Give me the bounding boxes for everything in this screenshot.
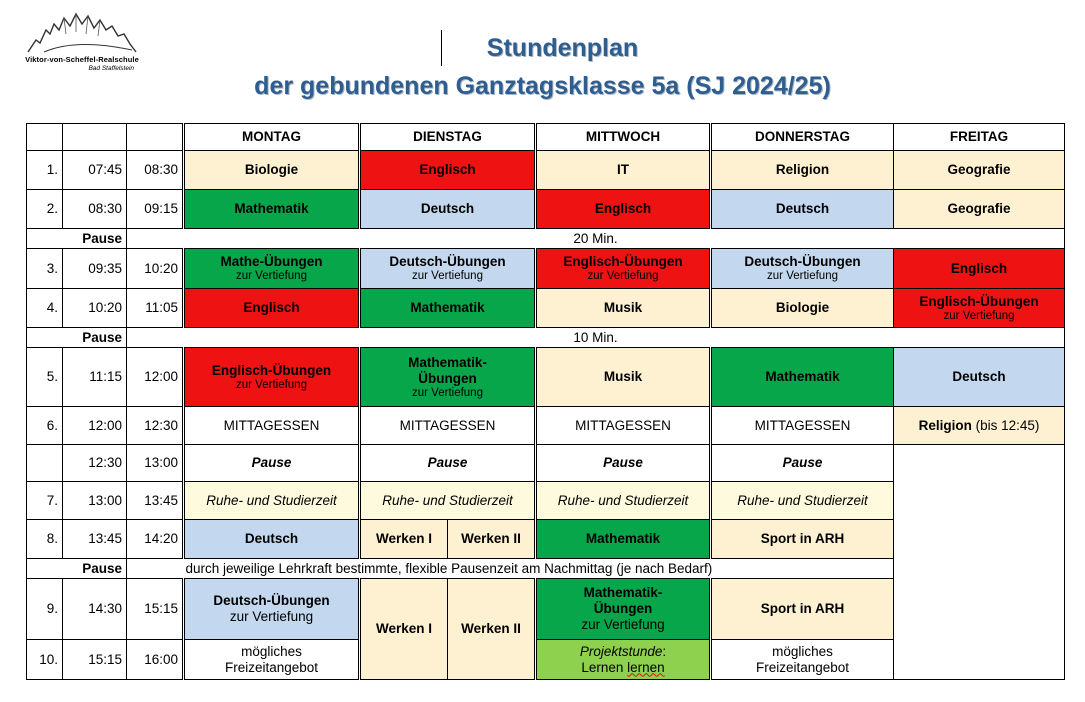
table-row	[27, 151, 1065, 190]
optional-cell	[184, 640, 360, 680]
lesson-cell	[536, 579, 711, 640]
start-time: 08:30	[63, 190, 127, 229]
optional-line2: Freizeitangebot	[755, 659, 850, 675]
lesson-note: (bis 12:45)	[971, 417, 1040, 433]
lesson-title: Mathematik-	[408, 354, 487, 370]
lesson-cell	[894, 289, 1065, 328]
lesson-title: Deutsch-Übungen	[389, 254, 506, 269]
day-header-friday: FREITAG	[894, 124, 1065, 151]
lesson-cell: Sport in ARH	[711, 579, 894, 640]
lesson-cell: Mathematik	[184, 190, 360, 229]
start-time: 11:15	[63, 348, 127, 407]
end-time: 09:15	[127, 190, 184, 229]
day-header-wednesday: MITTWOCH	[536, 124, 711, 151]
table-row	[27, 190, 1065, 229]
end-time: 16:00	[127, 640, 184, 680]
pause-row	[27, 328, 1065, 348]
period-number: 9.	[27, 579, 63, 640]
lesson-cell: Biologie	[184, 151, 360, 190]
project-subtitle-a: Lernen	[581, 659, 628, 675]
school-name: Viktor-von-Scheffel-Realschule	[25, 55, 139, 64]
project-title-line	[539, 644, 707, 660]
table-row	[27, 445, 1065, 482]
lesson-title-cont: Übungen	[418, 370, 477, 386]
empty-cell	[894, 579, 1065, 680]
lesson-cell: Mathematik	[536, 520, 711, 559]
table-row	[27, 579, 1065, 640]
end-time: 10:20	[127, 249, 184, 289]
end-time: 13:45	[127, 482, 184, 520]
pause-label: Pause	[27, 328, 127, 348]
period-number: 2.	[27, 190, 63, 229]
lesson-cell: Werken II	[448, 579, 536, 680]
lesson-cell: Deutsch	[360, 190, 536, 229]
period-number: 6.	[27, 407, 63, 445]
lesson-cell: Englisch	[360, 151, 536, 190]
lesson-cell: Biologie	[711, 289, 894, 328]
lesson-cell: Englisch	[536, 190, 711, 229]
lesson-title: Englisch-Übungen	[563, 254, 683, 269]
day-header-tuesday: DIENSTAG	[360, 124, 536, 151]
start-time: 12:00	[63, 407, 127, 445]
lesson-cell: Englisch	[894, 249, 1065, 289]
period-number: 1.	[27, 151, 63, 190]
lesson-title: Deutsch-Übungen	[744, 254, 861, 269]
lesson-cell	[894, 407, 1065, 445]
break-cell: Pause	[711, 445, 894, 482]
study-cell: Ruhe- und Studierzeit	[536, 482, 711, 520]
start-time: 13:45	[63, 520, 127, 559]
lesson-note: zur Vertiefung	[581, 617, 665, 632]
lesson-cell: Geografie	[894, 190, 1065, 229]
end-time: 15:15	[127, 579, 184, 640]
project-cell	[536, 640, 711, 680]
pause-label: Pause	[27, 559, 127, 579]
empty-cell	[127, 559, 184, 579]
lesson-cell: Geografie	[894, 151, 1065, 190]
break-cell: Pause	[360, 445, 536, 482]
lesson-cell: Musik	[536, 348, 711, 407]
optional-line1: mögliches	[241, 643, 302, 659]
lesson-note: zur Vertiefung	[767, 270, 838, 282]
lesson-note: zur Vertiefung	[943, 309, 1015, 322]
empty-cell	[894, 445, 1065, 559]
header-cell-empty	[27, 124, 63, 151]
table-row	[27, 407, 1065, 445]
empty-cell	[894, 559, 1065, 579]
break-cell: Pause	[536, 445, 711, 482]
pause-label: Pause	[27, 229, 127, 249]
pause-note: durch jeweilige Lehrkraft bestimmte, flexible Pausenzeit am Nachmittag (je nach Bedarf)	[184, 559, 894, 579]
lesson-cell: Deutsch	[711, 190, 894, 229]
start-time: 14:30	[63, 579, 127, 640]
lesson-cell	[711, 249, 894, 289]
lesson-cell: Werken II	[448, 520, 536, 559]
page-title: Stundenplan	[486, 34, 639, 62]
lesson-title: Mathe-Übungen	[220, 254, 323, 269]
start-time: 13:00	[63, 482, 127, 520]
timetable	[26, 123, 1065, 680]
lesson-title: Englisch-Übungen	[211, 362, 332, 378]
pause-duration: 20 Min.	[127, 229, 1065, 249]
start-time: 09:35	[63, 249, 127, 289]
lunch-cell: MITTAGESSEN	[184, 407, 360, 445]
lesson-cell	[184, 348, 360, 407]
end-time: 08:30	[127, 151, 184, 190]
end-time: 12:00	[127, 348, 184, 407]
lunch-cell: MITTAGESSEN	[536, 407, 711, 445]
lesson-cell: Mathematik	[711, 348, 894, 407]
pause-row	[27, 229, 1065, 249]
lunch-cell: MITTAGESSEN	[711, 407, 894, 445]
lesson-cell: Werken I	[360, 520, 448, 559]
project-title: Projektstunde	[579, 643, 663, 659]
lesson-cell: Musik	[536, 289, 711, 328]
lesson-cell	[184, 579, 360, 640]
school-city: Bad Staffelstein	[88, 65, 134, 72]
lesson-cell: Werken I	[360, 579, 448, 680]
lesson-title: Religion	[918, 417, 972, 433]
lesson-note: zur Vertiefung	[412, 270, 483, 282]
day-header-thursday: DONNERSTAG	[711, 124, 894, 151]
lesson-title: Deutsch-Übungen	[213, 593, 330, 608]
period-number: 10.	[27, 640, 63, 680]
period-number	[27, 445, 63, 482]
start-time: 12:30	[63, 445, 127, 482]
period-number: 5.	[27, 348, 63, 407]
end-time: 13:00	[127, 445, 184, 482]
study-cell: Ruhe- und Studierzeit	[711, 482, 894, 520]
lesson-cell: Religion	[711, 151, 894, 190]
start-time: 15:15	[63, 640, 127, 680]
period-number: 3.	[27, 249, 63, 289]
project-subtitle-b: lernen	[627, 659, 665, 675]
pause-row	[27, 559, 1065, 579]
end-time: 11:05	[127, 289, 184, 328]
lesson-cell: Mathematik	[360, 289, 536, 328]
day-header-monday: MONTAG	[184, 124, 360, 151]
lesson-note: zur Vertiefung	[587, 270, 659, 282]
lesson-title: Englisch-Übungen	[919, 293, 1039, 309]
lesson-cell: Sport in ARH	[711, 520, 894, 559]
lesson-note: zur Vertiefung	[236, 270, 307, 282]
lesson-cell: Deutsch	[894, 348, 1065, 407]
lesson-cell	[184, 249, 360, 289]
page-subtitle: der gebundenen Ganztagsklasse 5a (SJ 2024/25)	[254, 72, 831, 100]
lesson-cell	[360, 348, 536, 407]
lesson-note: zur Vertiefung	[229, 609, 314, 624]
study-cell: Ruhe- und Studierzeit	[184, 482, 360, 520]
lesson-title-cont: Übungen	[593, 601, 653, 616]
period-number: 7.	[27, 482, 63, 520]
project-colon: :	[662, 643, 667, 659]
header-cell-empty	[127, 124, 184, 151]
lesson-note: zur Vertiefung	[236, 378, 307, 391]
study-cell: Ruhe- und Studierzeit	[360, 482, 536, 520]
period-number: 4.	[27, 289, 63, 328]
lesson-cell: Deutsch	[184, 520, 360, 559]
pause-duration: 10 Min.	[127, 328, 1065, 348]
start-time: 10:20	[63, 289, 127, 328]
lesson-cell	[536, 249, 711, 289]
project-subtitle-line	[539, 660, 707, 676]
optional-cell	[711, 640, 894, 680]
end-time: 14:20	[127, 520, 184, 559]
break-cell: Pause	[184, 445, 360, 482]
lesson-title: Mathematik-	[583, 585, 663, 600]
table-row	[27, 289, 1065, 328]
lesson-note: zur Vertiefung	[412, 386, 483, 399]
start-time: 07:45	[63, 151, 127, 190]
period-number: 8.	[27, 520, 63, 559]
header-cell-empty	[63, 124, 127, 151]
optional-line2: Freizeitangebot	[224, 659, 319, 675]
lesson-cell	[360, 249, 536, 289]
table-row	[27, 249, 1065, 289]
header-row	[27, 124, 1065, 151]
lesson-cell: Englisch	[184, 289, 360, 328]
table-row	[27, 348, 1065, 407]
lunch-cell: MITTAGESSEN	[360, 407, 536, 445]
lesson-cell: IT	[536, 151, 711, 190]
end-time: 12:30	[127, 407, 184, 445]
optional-line1: mögliches	[772, 643, 833, 659]
